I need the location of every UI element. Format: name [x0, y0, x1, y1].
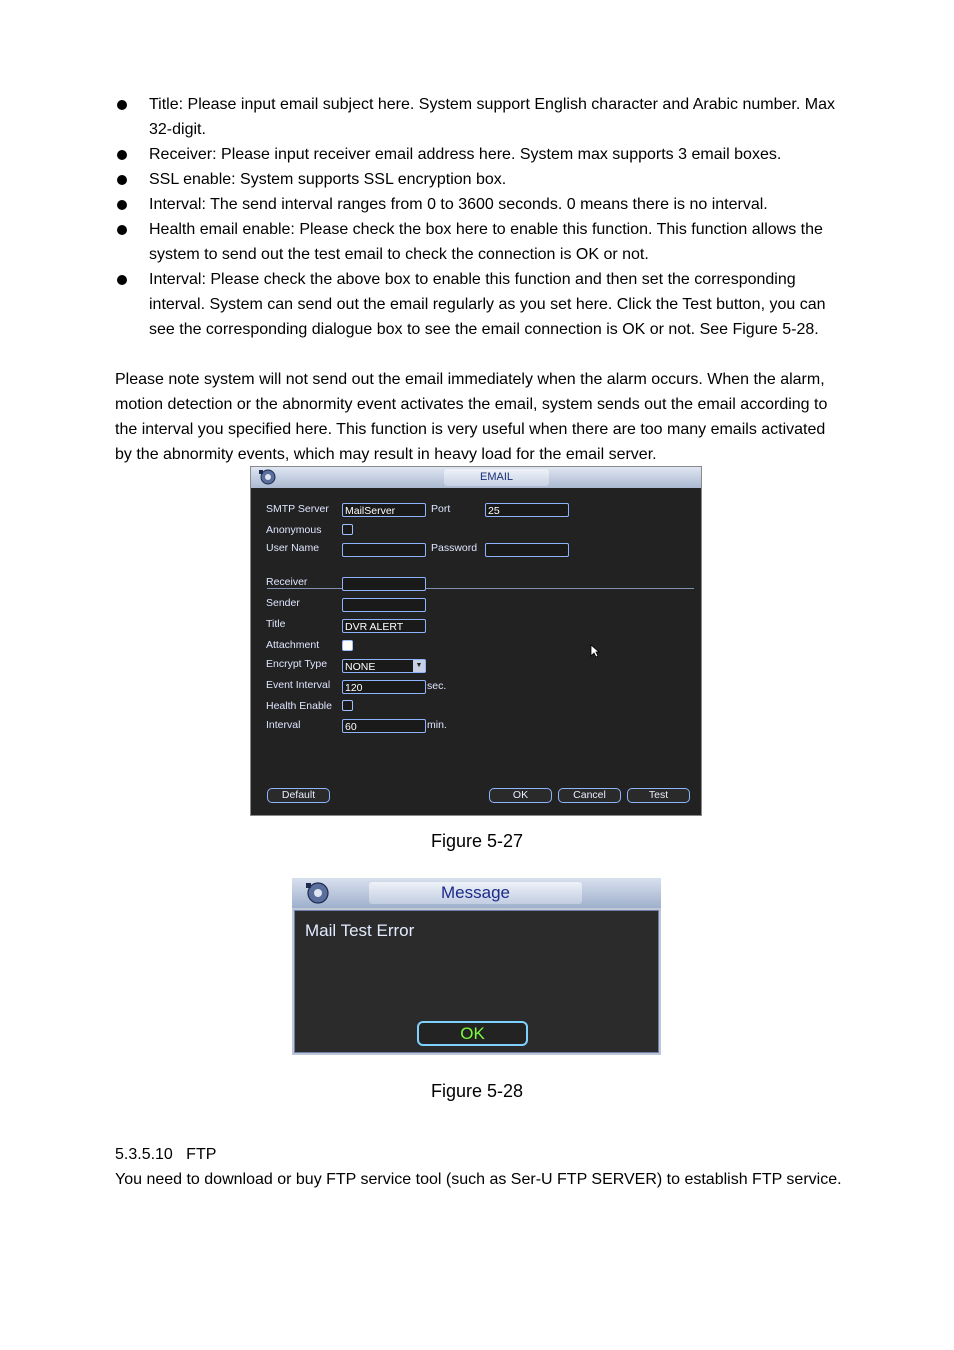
dvr-logo-icon [257, 468, 279, 486]
message-body [294, 910, 659, 1053]
email-titlebar [251, 467, 701, 488]
dropdown-arrow-icon[interactable]: ▼ [413, 660, 425, 672]
message-titlebar [292, 878, 661, 908]
event-interval-field[interactable]: 120 [342, 680, 426, 694]
figure-caption: Figure 5-27 [430, 831, 524, 851]
message-dialog [292, 878, 661, 1055]
bullet-item [0, 192, 954, 217]
attachment-label: Attachment [266, 639, 320, 651]
bullet-text: SSL enable: System supports SSL encryption box. [149, 171, 507, 188]
message-text: Mail Test Error [305, 921, 415, 940]
mouse-cursor-icon [590, 644, 600, 658]
bullet-item [0, 267, 954, 342]
port-field[interactable]: 25 [485, 503, 569, 517]
interval-label: Interval [266, 719, 301, 731]
password-field[interactable] [485, 543, 569, 557]
bullet-dot-icon [117, 100, 127, 110]
interval-unit: min. [427, 719, 447, 731]
ok-button[interactable]: OK [489, 788, 552, 803]
test-button[interactable]: Test [627, 788, 690, 803]
bullet-item [0, 142, 954, 167]
bullet-dot-icon [117, 225, 127, 235]
message-title: Message [369, 882, 582, 904]
note-paragraph: Please note system will not send out the email immediately when the alarm occurs. When the alarm, motion detection or the abnormity event activates the email, system sends out the email according to the interval you specified here. This function is very useful when there are too many emails activated by the abnormity events, which may result in heavy load for the email server. [115, 371, 828, 463]
password-label: Password [431, 542, 478, 554]
receiver-field[interactable] [342, 577, 426, 591]
event-interval-label: Event Interval [266, 679, 331, 691]
bullet-text: Interval: Please check the above box to enable this function and then set the corresponding interval. System can send out the email regularly as you set here. Click the Test button, you can see the corresponding dialogue box to see the email connection is OK or not. See Figure 5-28. [149, 271, 826, 338]
encrypt-type-select[interactable] [342, 659, 426, 673]
port-label: Port [431, 503, 451, 515]
email-dialog [250, 466, 702, 816]
divider [267, 588, 694, 589]
bullet-item [0, 92, 954, 142]
interval-field[interactable]: 60 [342, 719, 426, 733]
anonymous-checkbox[interactable] [342, 524, 353, 535]
sender-label: Sender [266, 597, 300, 609]
receiver-label: Receiver [266, 576, 308, 588]
ftp-paragraph: You need to download or buy FTP service tool (such as Ser-U FTP SERVER) to establish FTP service. [115, 1171, 842, 1188]
username-field[interactable] [342, 543, 426, 557]
sender-field[interactable] [342, 598, 426, 612]
health-enable-label: Health Enable [266, 700, 332, 712]
bullet-text: Health email enable: Please check the box here to enable this function. This function allows the system to send out the test email to check the connection is OK or not. [149, 221, 823, 263]
encrypt-type-value: NONE [345, 661, 376, 673]
smtp-server-field[interactable]: MailServer [342, 503, 426, 517]
default-button[interactable]: Default [267, 788, 330, 803]
bullet-text: Receiver: Please input receiver email address here. System max supports 3 email boxes. [149, 146, 782, 163]
anonymous-label: Anonymous [266, 524, 322, 536]
username-label: User Name [266, 542, 320, 554]
bullet-dot-icon [117, 150, 127, 160]
section-title: FTP [186, 1146, 217, 1163]
bullet-list [0, 92, 954, 342]
bullet-item [0, 167, 954, 192]
figure-caption: Figure 5-28 [430, 1081, 524, 1101]
event-interval-unit: sec. [427, 680, 447, 692]
bullet-dot-icon [117, 175, 127, 185]
bullet-item [0, 217, 954, 267]
email-dialog-title: EMAIL [444, 469, 549, 486]
bullet-dot-icon [117, 200, 127, 210]
section-number: 5.3.5.10 [115, 1146, 173, 1163]
title-label: Title [266, 618, 286, 630]
bullet-dot-icon [117, 275, 127, 285]
cancel-button[interactable]: Cancel [558, 788, 621, 803]
bullet-text: Title: Please input email subject here. System support English character and Arabic number. Max 32-digit. [149, 96, 835, 138]
health-enable-checkbox[interactable] [342, 700, 353, 711]
email-form [251, 488, 701, 815]
dvr-logo-icon [303, 880, 333, 906]
section-heading [115, 1142, 216, 1167]
smtp-server-label: SMTP Server [266, 503, 329, 515]
encrypt-type-label: Encrypt Type [266, 658, 328, 670]
bullet-text: Interval: The send interval ranges from 0 to 3600 seconds. 0 means there is no interval. [149, 196, 768, 213]
title-field[interactable]: DVR ALERT [342, 619, 426, 633]
message-ok-button[interactable]: OK [417, 1021, 528, 1046]
attachment-checkbox[interactable] [342, 640, 353, 651]
